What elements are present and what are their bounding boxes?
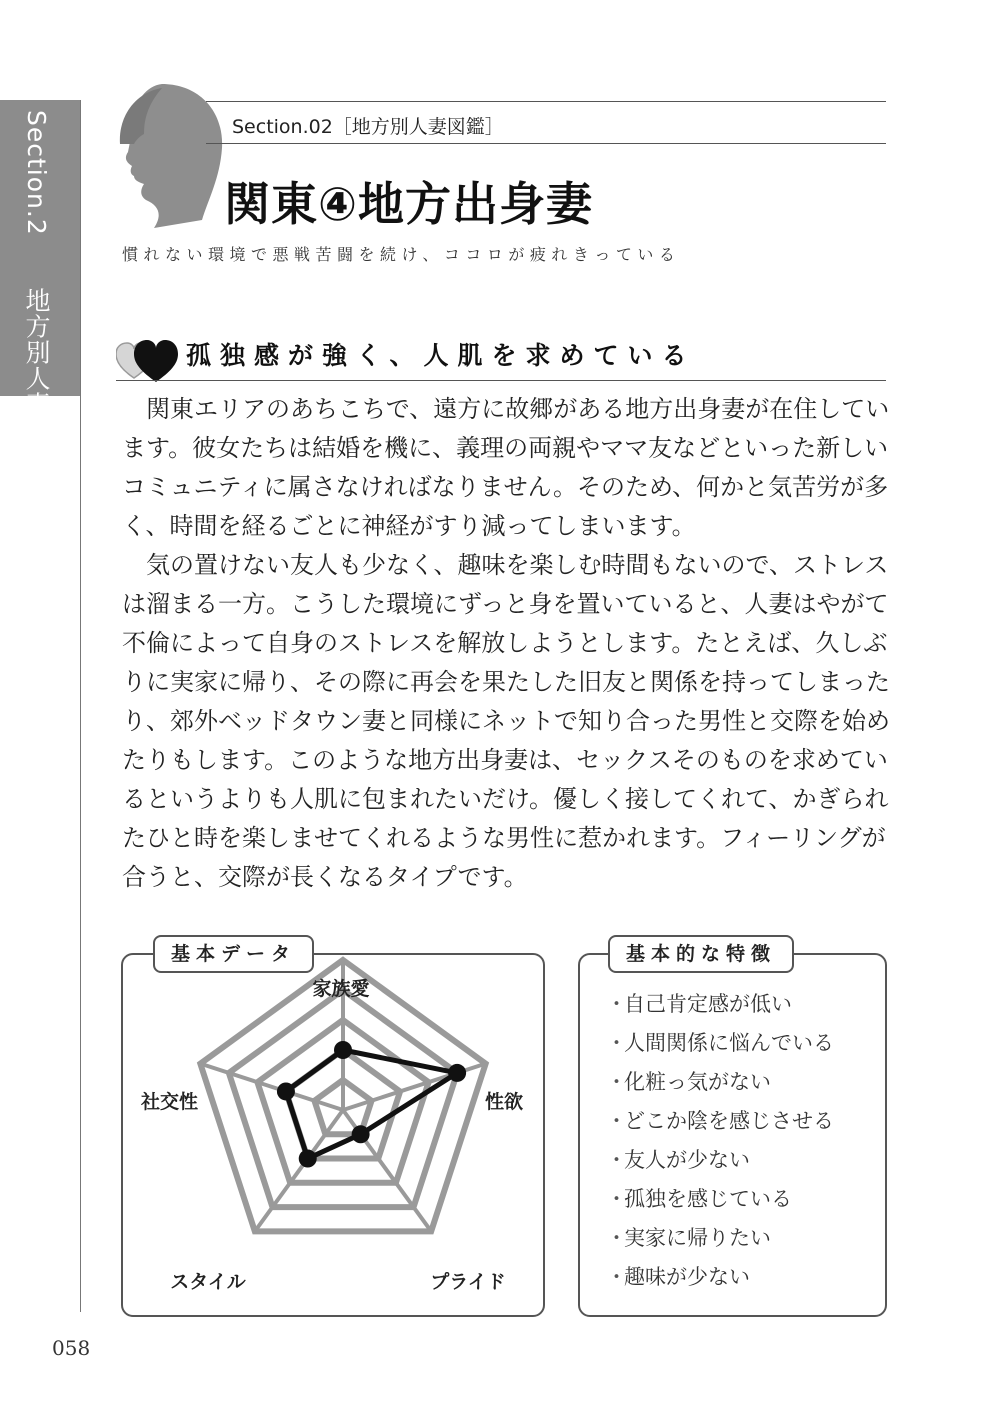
features-list <box>606 985 834 1297</box>
basic-data-box <box>121 943 545 1317</box>
margin-rule <box>80 100 81 1312</box>
bullet-dot: ・ <box>606 1187 627 1211</box>
radar-axis-label: 性欲 <box>485 1091 524 1113</box>
bullet-dot: ・ <box>606 992 627 1016</box>
hearts-icon <box>116 338 182 384</box>
side-tab-separator <box>35 245 37 279</box>
radar-point <box>277 1082 295 1100</box>
body-paragraph-2: 気の置けない友人も少なく、趣味を楽しむ時間もないので、ストレスは溜まる一方。こうした環境にずっと身を置いていると、人妻はやがて不倫によって自身のストレスを解放しようとします。たとえば、久しぶりに実家に帰り、その際に再会を果たした旧友と関係を持ってしまったり、郊外ベッドタウン妻と同様にネットで知り合った男性と交際を始めたりもします。このような地方出身妻は、セックスそのものを求めているというよりも人肌に包まれたいだけ。優しく接してくれて、かぎられたひと時を楽しませてくれるような男性に惹かれます。フィーリングが合うと、交際が長くなるタイプです。 <box>122 551 890 891</box>
feature-text: 化粧っ気がない <box>624 1070 771 1094</box>
section-side-tab <box>0 100 80 470</box>
features-label: 基本的な特徴 <box>608 935 794 973</box>
bullet-dot: ・ <box>606 1226 627 1250</box>
woman-silhouette-icon <box>100 82 230 232</box>
bullet-dot: ・ <box>606 1265 627 1289</box>
feature-item <box>606 1024 834 1063</box>
basic-data-label: 基本データ <box>153 935 314 973</box>
body-paragraph-1: 関東エリアのあちこちで、遠方に故郷がある地方出身妻が在住しています。彼女たちは結婚を機に、義理の両親やママ友などといった新しいコミュニティに属さなければなりません。そのため、何かと気苦労が多く、時間を経るごとに神経がすり減ってしまいます。 <box>122 395 890 540</box>
feature-item <box>606 1102 834 1141</box>
feature-text: 孤独を感じている <box>624 1187 792 1211</box>
bullet-dot: ・ <box>606 1148 627 1172</box>
side-tab-text <box>18 110 54 470</box>
radar-axis-label: 社交性 <box>140 1091 198 1113</box>
header-rule-top <box>206 101 886 102</box>
feature-text: 人間関係に悩んでいる <box>624 1031 834 1055</box>
feature-text: 自己肯定感が低い <box>624 992 792 1016</box>
feature-text: どこか陰を感じさせる <box>624 1109 834 1133</box>
side-tab-category: 地方別人妻図鑑 <box>22 287 51 470</box>
radar-point <box>448 1064 466 1082</box>
feature-item <box>606 1258 834 1297</box>
feature-text: 趣味が少ない <box>624 1265 750 1289</box>
section-heading-rule <box>116 380 886 381</box>
section-heading: 孤独感が強く、人肌を求めている <box>186 341 696 370</box>
bullet-dot: ・ <box>606 1070 627 1094</box>
radar-point <box>352 1125 370 1143</box>
side-tab-section: Section.2 <box>22 110 51 236</box>
section-label: Section.02［地方別人妻図鑑］ <box>232 116 504 138</box>
feature-item <box>606 985 834 1024</box>
bullet-dot: ・ <box>606 1031 627 1055</box>
page-subtitle: 慣れない環境で悪戦苦闘を続け、ココロが疲れきっている <box>122 245 681 264</box>
radar-axis-label: プライド <box>430 1271 506 1293</box>
header-rule-bottom <box>206 143 886 144</box>
features-box <box>578 943 887 1317</box>
feature-item <box>606 1141 834 1180</box>
radar-axis-label: 家族愛 <box>312 978 370 1000</box>
radar-point <box>299 1150 317 1168</box>
page-number: 058 <box>52 1336 91 1360</box>
feature-text: 実家に帰りたい <box>624 1226 771 1250</box>
feature-item <box>606 1219 834 1258</box>
feature-item <box>606 1063 834 1102</box>
radar-point <box>334 1041 352 1059</box>
feature-item <box>606 1180 834 1219</box>
radar-chart <box>123 955 543 1315</box>
feature-text: 友人が少ない <box>624 1148 750 1172</box>
bullet-dot: ・ <box>606 1109 627 1133</box>
page-title: 関東④地方出身妻 <box>224 177 593 231</box>
body-text <box>122 390 894 897</box>
radar-axis-label: スタイル <box>170 1271 246 1293</box>
